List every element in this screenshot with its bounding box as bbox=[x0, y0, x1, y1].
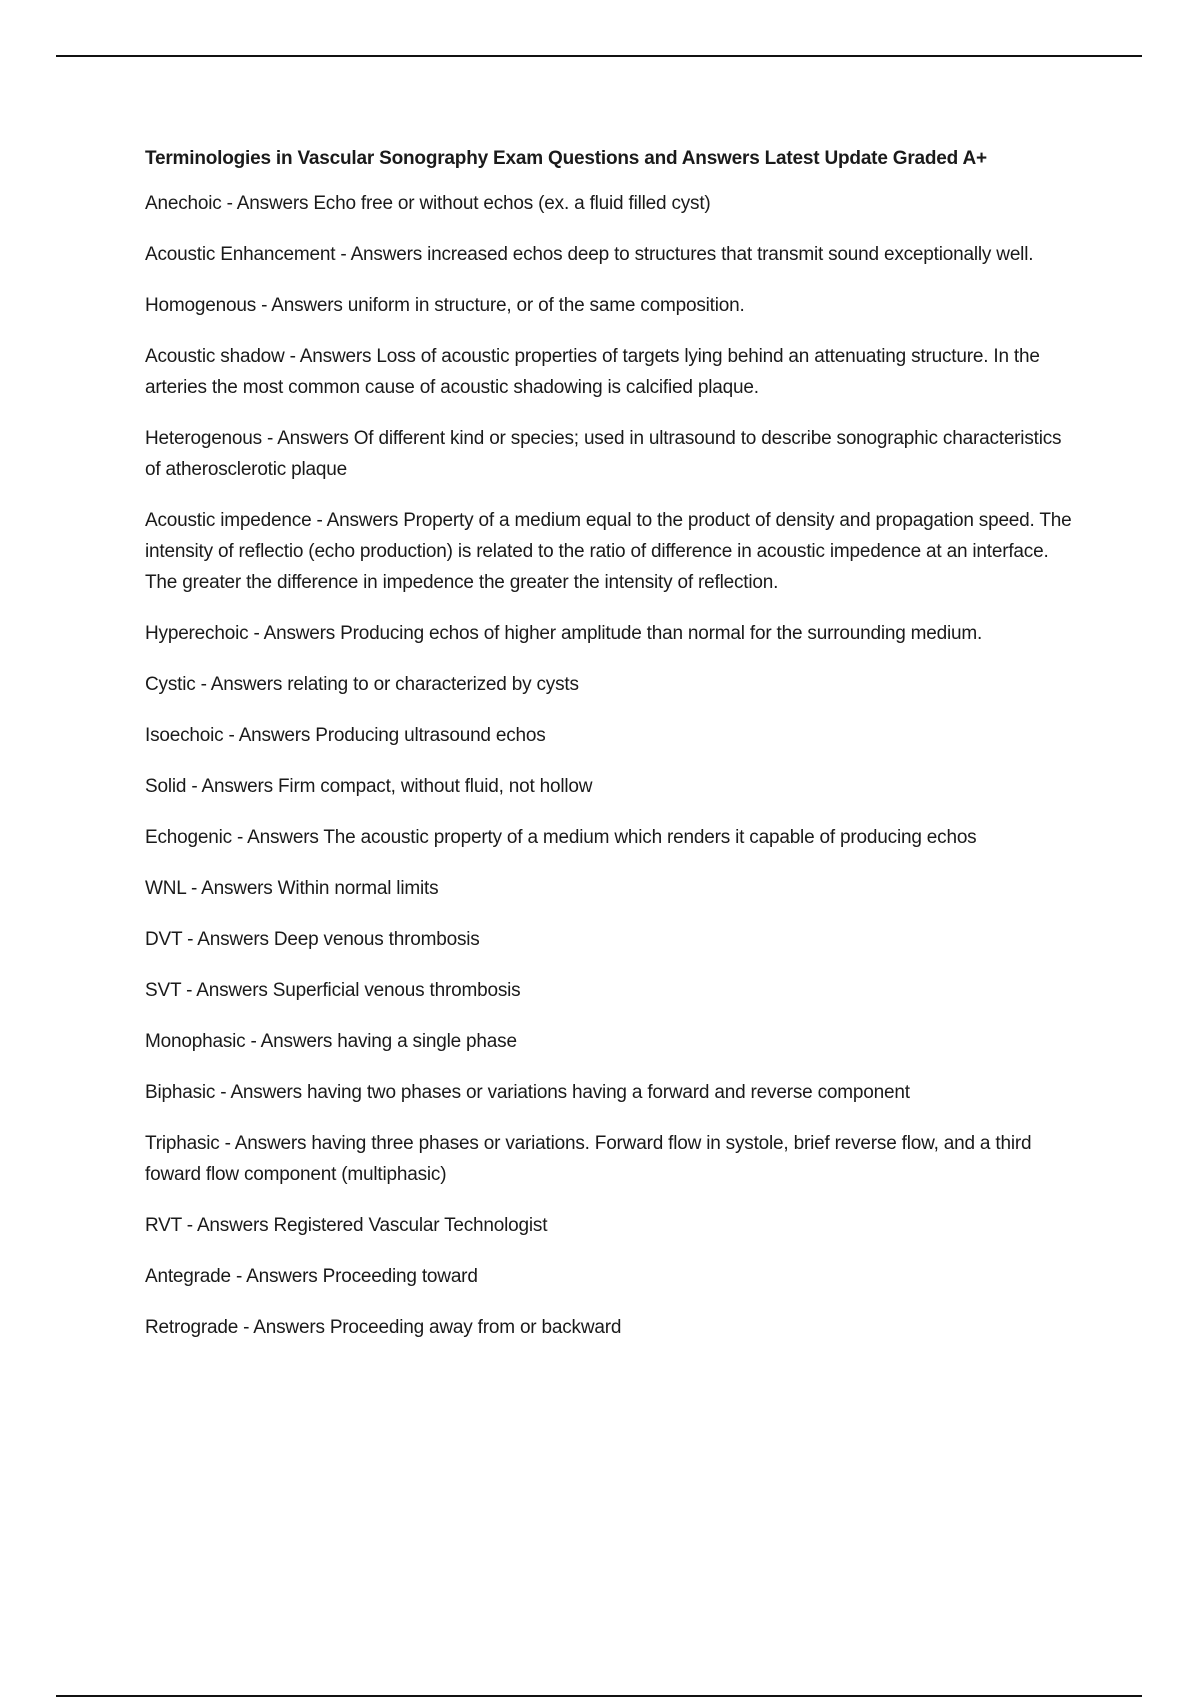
qa-item-acoustic-enhancement: Acoustic Enhancement - Answers increased echos deep to structures that transmit sound exceptionally well. bbox=[145, 244, 1034, 265]
qa-item-acoustic-impedence: Acoustic impedence - Answers Property of a medium equal to the product of density and propagation speed. The intensity of reflectio (echo production) is related to the ratio of difference in acoustic impedence at an interface. The greater the difference in impedence the greater the intensity of reflection. bbox=[145, 510, 1072, 593]
qa-item-cystic: Cystic - Answers relating to or characterized by cysts bbox=[145, 674, 579, 695]
qa-item-hyperechoic: Hyperechoic - Answers Producing echos of higher amplitude than normal for the surrounding medium. bbox=[145, 623, 983, 644]
qa-item-antegrade: Antegrade - Answers Proceeding toward bbox=[145, 1266, 478, 1287]
qa-item-homogenous: Homogenous - Answers uniform in structure, or of the same composition. bbox=[145, 295, 745, 316]
header-rule bbox=[56, 55, 1142, 57]
qa-item-rvt: RVT - Answers Registered Vascular Technologist bbox=[145, 1215, 548, 1236]
qa-item-wnl: WNL - Answers Within normal limits bbox=[145, 878, 439, 899]
qa-item-retrograde: Retrograde - Answers Proceeding away from or backward bbox=[145, 1317, 622, 1338]
qa-item-monophasic: Monophasic - Answers having a single phase bbox=[145, 1031, 517, 1052]
qa-item-svt: SVT - Answers Superficial venous thrombosis bbox=[145, 980, 521, 1001]
qa-item-isoechoic: Isoechoic - Answers Producing ultrasound echos bbox=[145, 725, 546, 746]
qa-item-acoustic-shadow: Acoustic shadow - Answers Loss of acoustic properties of targets lying behind an attenuating structure. In the arteries the most common cause of acoustic shadowing is calcified plaque. bbox=[145, 346, 1040, 398]
qa-item-biphasic: Biphasic - Answers having two phases or variations having a forward and reverse component bbox=[145, 1082, 910, 1103]
qa-item-heterogenous: Heterogenous - Answers Of different kind or species; used in ultrasound to describe sonographic characteristics of atherosclerotic plaque bbox=[145, 428, 1062, 480]
qa-item-anechoic: Anechoic - Answers Echo free or without echos (ex. a fluid filled cyst) bbox=[145, 193, 711, 214]
qa-item-echogenic: Echogenic - Answers The acoustic property of a medium which renders it capable of producing echos bbox=[145, 827, 977, 848]
footer-rule bbox=[56, 1695, 1142, 1697]
document-title: Terminologies in Vascular Sonography Exam Questions and Answers Latest Update Graded A+ bbox=[145, 148, 987, 169]
qa-item-solid: Solid - Answers Firm compact, without fluid, not hollow bbox=[145, 776, 593, 797]
qa-item-triphasic: Triphasic - Answers having three phases or variations. Forward flow in systole, brief reverse flow, and a third foward flow component (multiphasic) bbox=[145, 1133, 1032, 1185]
qa-list bbox=[145, 188, 1080, 1343]
qa-item-dvt: DVT - Answers Deep venous thrombosis bbox=[145, 929, 480, 950]
document-body bbox=[145, 144, 1080, 1363]
